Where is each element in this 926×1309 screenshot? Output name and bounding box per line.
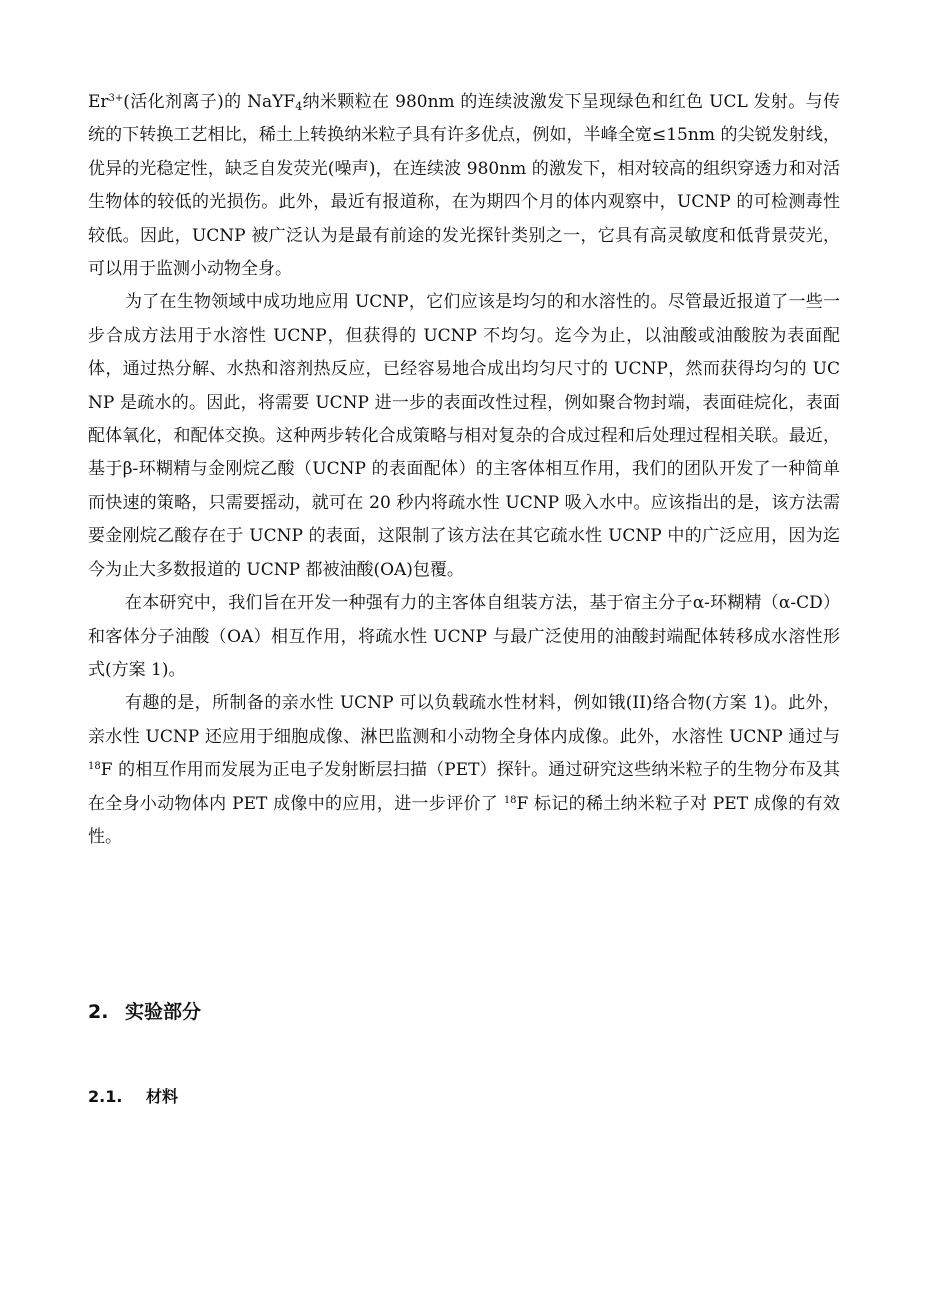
- text-run: F 的相互作用而发展为正电子发射断层扫描（PET）探针。通过研究这些纳米粒子的生物分布及其在全身小动物体内 PET 成像中的应用，进一步评价了: [88, 760, 840, 814]
- paragraph-study-aim: [88, 587, 840, 687]
- paragraph-water-solubility: [88, 286, 840, 587]
- section-heading: [88, 997, 201, 1024]
- document-body: [88, 86, 840, 854]
- superscript: 3+: [108, 93, 124, 104]
- paragraph-applications: [88, 687, 840, 854]
- subsection-title: 材料: [146, 1087, 179, 1106]
- text-run: Er: [88, 92, 109, 112]
- subsection-number: 2.1.: [88, 1087, 123, 1106]
- text-run: 为了在生物领域中成功地应用 UCNP，它们应该是均匀的和水溶性的。尽管最近报道了一些一步合成方法用于水溶性 UCNP，但获得的 UCNP 不均匀。迄今为止，以油酸或油酸胺为表面配体，通过热分解、水热和溶剂热反应，已经容易地合成出均匀尺寸的 UCNP，然而获得均匀的 UCNP 是疏水的。因此，将需要 UCNP 进一步的表面改性过程，例如聚合物封端，表面硅烷化，表面配体氧化，和配体交换。这种两步转化合成策略与相对复杂的合成过程和后处理过程相关联。最近，基于β-环糊精与金刚烷乙酸（UCNP 的表面配体）的主客体相互作用，我们的团队开发了一种简单而快速的策略，只需要摇动，就可在 20 秒内将疏水性 UCNP 吸入水中。应该指出的是，该方法需要金刚烷乙酸存在于 UCNP 的表面，这限制了该方法在其它疏水性 UCNP 中的广泛应用，因为迄今为止大多数报道的 UCNP 都被油酸(OA)包覆。: [88, 292, 840, 580]
- paragraph-ucl-intro: [88, 86, 840, 286]
- section-title: 实验部分: [125, 1001, 202, 1023]
- section-number: 2.: [88, 1001, 109, 1023]
- text-run: 有趣的是，所制备的亲水性 UCNP 可以负载疏水性材料，例如锇(II)络合物(方案 1)。此外，亲水性 UCNP 还应用于细胞成像、淋巴监测和小动物全身体内成像。此外，水溶性 UCNP 通过与: [88, 693, 840, 747]
- text-run: 纳米颗粒在 980nm 的连续波激发下呈现绿色和红色 UCL 发射。与传统的下转换工艺相比，稀土上转换纳米粒子具有许多优点，例如，半峰全宽≤15nm 的尖锐发射线，优异的光稳定性，缺乏自发荧光(噪声)，在连续波 980nm 的激发下，相对较高的组织穿透力和对活生物体的较低的光损伤。此外，最近有报道称，在为期四个月的体内观察中，UCNP 的可检测毒性较低。因此，UCNP 被广泛认为是最有前途的发光探针类别之一，它具有高灵敏度和低背景荧光，可以用于监测小动物全身。: [88, 92, 840, 280]
- text-run: (活化剂离子)的 NaYF: [123, 92, 296, 112]
- superscript: 18: [503, 794, 517, 806]
- subsection-heading: [88, 1084, 178, 1107]
- superscript: 18: [88, 761, 101, 773]
- subscript: 4: [295, 100, 303, 113]
- text-run: F 标记的稀土纳米粒子对 PET 成像的有效性。: [88, 793, 840, 847]
- text-run: 在本研究中，我们旨在开发一种强有力的主客体自组装方法，基于宿主分子α-环糊精（α-CD）和客体分子油酸（OA）相互作用，将疏水性 UCNP 与最广泛使用的油酸封端配体转移成水溶性形式(方案 1)。: [88, 593, 840, 680]
